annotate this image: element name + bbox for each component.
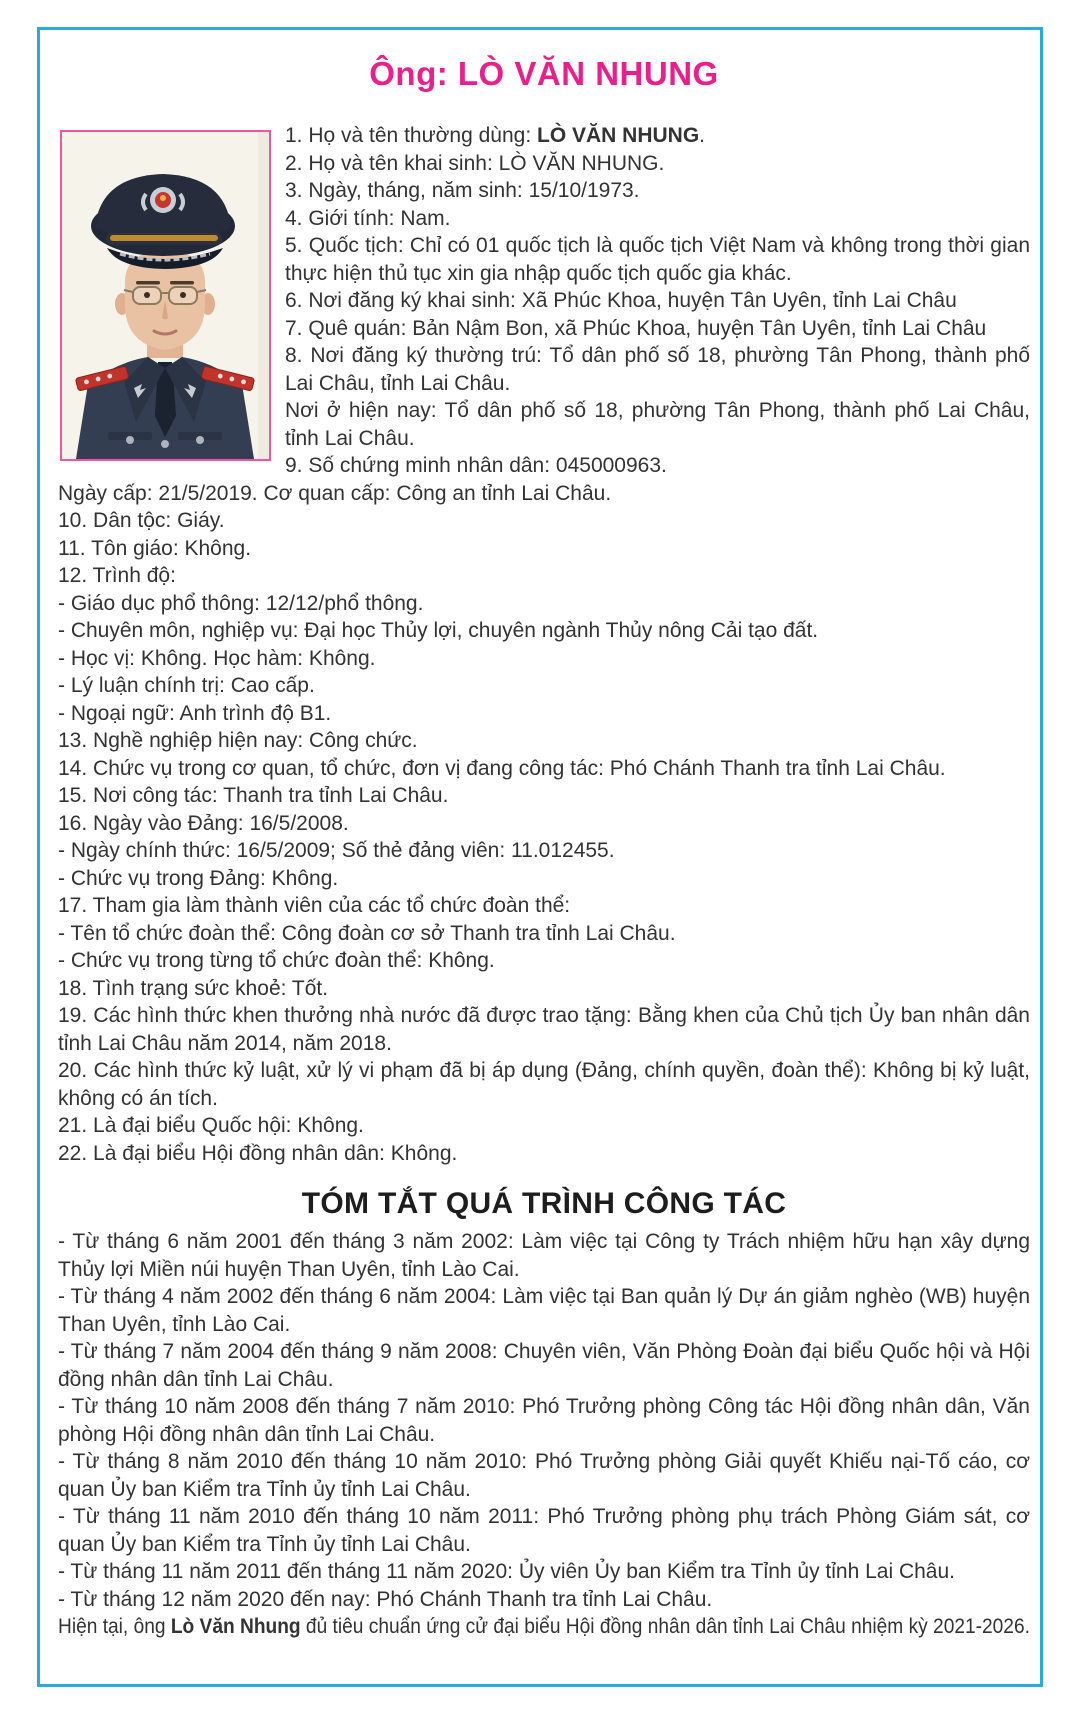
profile-document	[37, 27, 1043, 1687]
profile-item-13: 13. Nghề nghiệp hiện nay: Công chức.	[58, 729, 418, 752]
profile-fullwidth-section	[58, 480, 1030, 1168]
career-closing-statement	[58, 1613, 1030, 1641]
profile-item-4: 4. Giới tính: Nam.	[285, 206, 451, 230]
profile-item-15: 15. Nơi công tác: Thanh tra tỉnh Lai Châu.	[58, 784, 449, 807]
profile-item-19: 19. Các hình thức khen thưởng nhà nước đã được trao tặng: Bằng khen của Chủ tịch Ủy ban nhân dân tỉnh Lai Châu năm 2014, năm 2018.	[58, 1004, 1030, 1055]
profile-item-2: 2. Họ và tên khai sinh: LÒ VĂN NHUNG.	[285, 151, 665, 175]
career-section	[58, 1228, 1030, 1641]
career-section-title: TÓM TẮT QUÁ TRÌNH CÔNG TÁC	[301, 1187, 787, 1220]
profile-item-12e: - Ngoại ngữ: Anh trình độ B1.	[58, 701, 332, 725]
career-entry-8: - Từ tháng 12 năm 2020 đến nay: Phó Chánh Thanh tra tỉnh Lai Châu.	[58, 1587, 713, 1611]
profile-section	[58, 122, 1030, 1641]
profile-item-6: 6. Nơi đăng ký khai sinh: Xã Phúc Khoa, huyện Tân Uyên, tỉnh Lai Châu	[285, 289, 957, 312]
closing-name: Lò Văn Nhung	[170, 1615, 301, 1638]
profile-item-12a: - Giáo dục phổ thông: 12/12/phổ thông.	[58, 591, 424, 615]
career-entry-1: - Từ tháng 6 năm 2001 đến tháng 3 năm 2002: Làm việc tại Công ty Trách nhiệm hữu hạn xây dựng Thủy lợi Miền núi huyện Than Uyên, tỉnh Lào Cai.	[58, 1230, 1030, 1281]
profile-item-12: 12. Trình độ:	[58, 564, 176, 587]
profile-item-5: 5. Quốc tịch: Chỉ có 01 quốc tịch là quốc tịch Việt Nam và không trong thời gian thực hiện thủ tục xin gia nhập quốc tịch quốc gia khác.	[285, 234, 1030, 285]
profile-item-3: 3. Ngày, tháng, năm sinh: 15/10/1973.	[285, 179, 640, 202]
profile-item-1-label: 1. Họ và tên thường dùng:	[285, 124, 537, 147]
page-title: Ông: LÒ VĂN NHUNG	[369, 55, 719, 92]
profile-item-16a: - Ngày chính thức: 16/5/2009; Số thẻ đảng viên: 11.012455.	[58, 839, 615, 862]
profile-item-16: 16. Ngày vào Đảng: 16/5/2008.	[58, 811, 349, 835]
career-entry-6: - Từ tháng 11 năm 2010 đến tháng 10 năm 2011: Phó Trưởng phòng phụ trách Phòng Giám sát, cơ quan Ủy ban Kiểm tra Tỉnh ủy tỉnh Lai Châu.	[58, 1505, 1030, 1556]
closing-suffix: đủ tiêu chuẩn ứng cử đại biểu Hội đồng nhân dân tỉnh Lai Châu nhiệm kỳ 2021-2026.	[300, 1615, 1030, 1638]
profile-item-10: 10. Dân tộc: Giáy.	[58, 509, 225, 532]
profile-item-16b: - Chức vụ trong Đảng: Không.	[58, 866, 339, 890]
portrait-photo	[60, 130, 271, 461]
profile-item-12b: - Chuyên môn, nghiệp vụ: Đại học Thủy lợi, chuyên ngành Thủy nông Cải tạo đất.	[58, 619, 819, 642]
portrait-illustration	[62, 132, 269, 459]
profile-item-9-issue: Ngày cấp: 21/5/2019. Cơ quan cấp: Công an tỉnh Lai Châu.	[58, 481, 612, 505]
career-entry-3: - Từ tháng 7 năm 2004 đến tháng 9 năm 2008: Chuyên viên, Văn Phòng Đoàn đại biểu Quốc hội và Hội đồng nhân dân tỉnh Lai Châu.	[58, 1340, 1030, 1391]
career-entry-7: - Từ tháng 11 năm 2011 đến tháng 11 năm 2020: Ủy viên Ủy ban Kiểm tra Tỉnh ủy tỉnh Lai Châu.	[58, 1560, 955, 1583]
career-entry-4: - Từ tháng 10 năm 2008 đến tháng 7 năm 2010: Phó Trưởng phòng Công tác Hội đồng nhân dân, Văn phòng Hội đồng nhân dân tỉnh Lai Châu.	[58, 1395, 1030, 1446]
profile-item-14: 14. Chức vụ trong cơ quan, tổ chức, đơn vị đang công tác: Phó Chánh Thanh tra tỉnh Lai Châu.	[58, 756, 946, 780]
profile-item-1-suffix: .	[699, 124, 706, 147]
profile-item-20: 20. Các hình thức kỷ luật, xử lý vi phạm đã bị áp dụng (Đảng, chính quyền, đoàn thể): Không bị kỷ luật, không có án tích.	[58, 1059, 1030, 1110]
closing-prefix: Hiện tại, ông	[58, 1615, 171, 1638]
profile-item-17: 17. Tham gia làm thành viên của các tổ chức đoàn thể:	[58, 894, 571, 917]
profile-item-21: 21. Là đại biểu Quốc hội: Không.	[58, 1114, 364, 1137]
profile-item-17a: - Tên tổ chức đoàn thể: Công đoàn cơ sở Thanh tra tỉnh Lai Châu.	[58, 921, 676, 945]
profile-item-1-name: LÒ VĂN NHUNG	[537, 124, 700, 147]
profile-item-9: 9. Số chứng minh nhân dân: 045000963.	[285, 454, 667, 477]
profile-item-11: 11. Tôn giáo: Không.	[58, 536, 252, 560]
career-entry-2: - Từ tháng 4 năm 2002 đến tháng 6 năm 2004: Làm việc tại Ban quản lý Dự án giảm nghèo (WB) huyện Than Uyên, tỉnh Lào Cai.	[58, 1285, 1030, 1336]
profile-item-12c: - Học vị: Không. Học hàm: Không.	[58, 646, 376, 670]
profile-item-18: 18. Tình trạng sức khoẻ: Tốt.	[58, 976, 329, 1000]
profile-item-8: 8. Nơi đăng ký thường trú: Tổ dân phố số 18, phường Tân Phong, thành phố Lai Châu, tỉnh Lai Châu.	[285, 344, 1030, 395]
profile-item-22: 22. Là đại biểu Hội đồng nhân dân: Không.	[58, 1141, 458, 1165]
career-entry-5: - Từ tháng 8 năm 2010 đến tháng 10 năm 2010: Phó Trưởng phòng Giải quyết Khiếu nại-Tố cáo, cơ quan Ủy ban Kiểm tra Tỉnh ủy tỉnh Lai Châu.	[58, 1450, 1030, 1501]
profile-item-17b: - Chức vụ trong từng tổ chức đoàn thể: Không.	[58, 949, 495, 972]
profile-item-8b: Nơi ở hiện nay: Tổ dân phố số 18, phường Tân Phong, thành phố Lai Châu, tỉnh Lai Châu.	[285, 399, 1030, 450]
profile-item-12d: - Lý luận chính trị: Cao cấp.	[58, 674, 315, 697]
profile-item-7: 7. Quê quán: Bản Nậm Bon, xã Phúc Khoa, huyện Tân Uyên, tỉnh Lai Châu	[285, 316, 987, 340]
